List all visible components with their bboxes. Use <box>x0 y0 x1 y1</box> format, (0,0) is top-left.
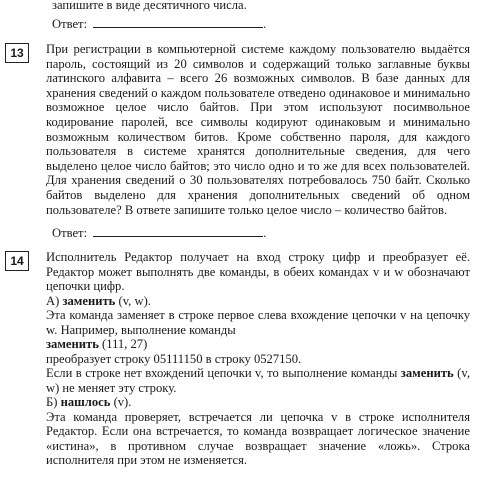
command-a-name: заменить <box>62 293 116 308</box>
task-14-text <box>46 250 470 468</box>
answer-line[interactable] <box>93 16 263 28</box>
task-13-text <box>46 42 470 217</box>
task-number-13: 13 <box>5 43 29 63</box>
no-match-rule: Если в строке нет вхождений цепочки v, то выполнение команды заменить (v, w) не меняет эту строку. <box>46 366 470 395</box>
answer-field-previous: Ответ: . <box>52 17 267 31</box>
task-14-intro: Исполнитель Редактор получает на вход строку цифр и преобразует её. Редактор может выполнять две команды, в обеих командах v и w обозначают цепочки цифр. <box>46 250 470 293</box>
example-command: заменить (111, 27) <box>46 337 148 351</box>
command-a-description: Эта команда заменяет в строке первое слева вхождение цепочки v на цепочку w. Например, выполнение команды <box>46 308 470 337</box>
answer-label: Ответ: <box>52 17 88 31</box>
task-13-body: При регистрации в компьютерной системе каждому пользователю выдаётся пароль, состоящий из 20 символов и содержащий только заглавные буквы латинского алфавита – всего 26 возможных символов. В базе данных для хранения сведений о каждом пользователе отведено одинаковое и минимально возможное целое число байтов. При этом используют посимвольное кодирование паролей, все символы кодируют одинаковым и минимально возможным количеством битов. Кроме собственно пароля, для каждого пользователя в системе хранятся дополнительные сведения, для чего выделено целое число байтов; это число одно и то же для всех пользователей. Для хранения сведений о 30 пользователях потребовалось 750 байт. Сколько байтов выделено для хранения дополнительных сведений об одном пользователе? В ответе запишите только целое число – количество байтов. <box>46 42 470 217</box>
previous-task-tail: запишите в виде десятичного числа. <box>52 0 247 12</box>
answer-field-13: Ответ: . <box>52 226 267 240</box>
command-a-heading: А) заменить (v, w). <box>46 293 151 308</box>
example-result: преобразует строку 05111150 в строку 0527150. <box>46 351 302 366</box>
command-b-name: нашлось <box>60 395 111 409</box>
command-b-description: Эта команда проверяет, встречается ли цепочка v в строке исполнителя Редактор. Если она встречается, то команда возвращает логическое значение «истина», в противном случае возвращает значение «ложь». Строка исполнителя при этом не изменяется. <box>46 409 470 467</box>
task-number-14: 14 <box>5 251 29 271</box>
command-b-heading: Б) нашлось (v). <box>46 395 132 409</box>
answer-label: Ответ: <box>52 226 88 240</box>
answer-line[interactable] <box>93 225 263 237</box>
